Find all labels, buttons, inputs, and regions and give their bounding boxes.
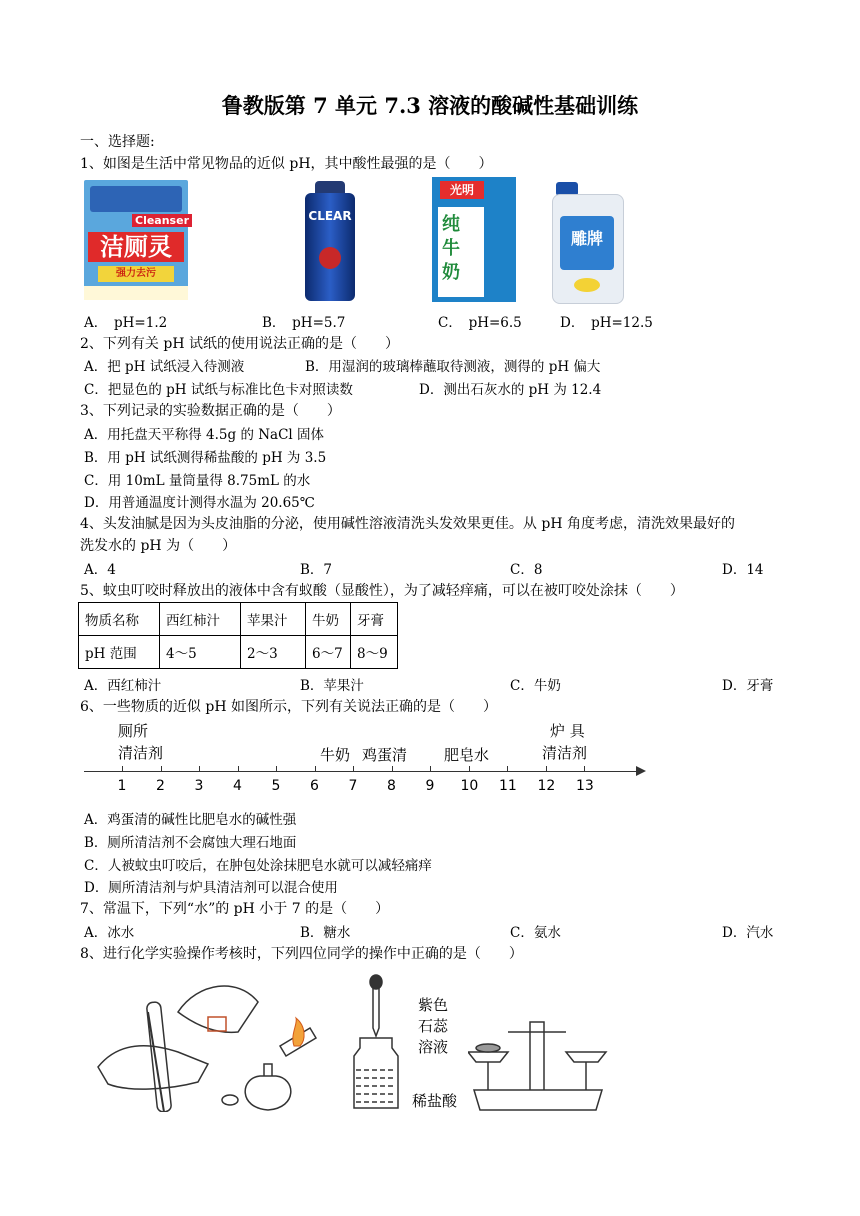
question-4-stem-cont: 洗发水的 pH 为（ ） (80, 538, 237, 554)
scale-tick-label: 5 (271, 778, 281, 794)
scale-tick-label: 3 (194, 778, 204, 794)
scale-label-toilet-1: 厕所 (118, 722, 149, 740)
detergent-bottle-image (552, 182, 622, 302)
q2-option-c: C．把显色的 pH 试纸与标准比色卡对照读数 (84, 382, 353, 398)
q5-option-b: B．苹果汁 (300, 678, 364, 694)
shampoo-image (303, 181, 357, 301)
q2-option-b: B．用湿润的玻璃棒蘸取待测液，测得的 pH 偏大 (305, 359, 601, 375)
scale-tick-label: 8 (387, 778, 396, 794)
q2-option-a: A．把 pH 试纸浸入待测液 (84, 359, 245, 375)
question-1-stem: 1、如图是生活中常见物品的近似 pH，其中酸性最强的是（ ） (80, 156, 493, 172)
scale-label-stove-2: 清洁剂 (542, 744, 588, 762)
scale-tick-label: 4 (233, 778, 242, 794)
product-1-tag: 强力去污 (98, 266, 174, 282)
scale-tick-label: 9 (425, 778, 435, 794)
scale-tick (392, 766, 393, 772)
table-cell: 4～5 (160, 636, 241, 669)
product-3-brand: 光明 (440, 181, 484, 199)
arrow-icon (636, 766, 646, 776)
q6-option-a: A．鸡蛋清的碱性比肥皂水的碱性强 (84, 812, 297, 828)
product-1-brand: 洁厕灵 (88, 232, 184, 262)
scale-tick (315, 766, 316, 772)
q1-option-b: B． pH=5.7 (262, 315, 346, 331)
question-4-stem: 4、头发油腻是因为头皮油脂的分泌，使用碱性溶液清洗头发效果更佳。从 pH 角度考虑，清洗效果最好的 (80, 516, 735, 532)
scale-tick (238, 766, 239, 772)
question-2-stem: 2、下列有关 pH 试纸的使用说法正确的是（ ） (80, 336, 399, 352)
scale-tick-label: 2 (156, 778, 165, 794)
q3-option-a: A．用托盘天平称得 4.5g 的 NaCl 固体 (84, 427, 325, 443)
litmus-label-3: 溶液 (418, 1038, 449, 1056)
q6-option-d: D．厕所清洁剂与炉具清洁剂可以混合使用 (84, 880, 338, 896)
dropper-beaker-illustration (346, 974, 406, 1114)
scale-tick-label: 7 (348, 778, 358, 794)
toilet-cleaner-image (84, 180, 188, 300)
q2-option-d: D．测出石灰水的 pH 为 12.4 (419, 382, 602, 398)
q6-option-b: B．厕所清洁剂不会腐蚀大理石地面 (84, 835, 297, 851)
table-cell: 牙膏 (351, 603, 398, 636)
ph-scale-figure (80, 718, 660, 800)
q3-option-d: D．用普通温度计测得水温为 20.65℃ (84, 495, 315, 511)
scale-label-soap: 肥皂水 (444, 746, 490, 764)
product-2-brand: CLEAR (308, 209, 352, 223)
litmus-label-2: 石蕊 (418, 1017, 449, 1035)
page-title: 鲁教版第 7 单元 7.3 溶液的酸碱性基础训练 (221, 93, 639, 118)
scale-tick (199, 766, 200, 772)
scale-label-stove-1: 炉 具 (550, 722, 585, 740)
scale-label-egg: 鸡蛋清 (362, 746, 408, 764)
q1-option-a: A． pH=1.2 (84, 315, 168, 331)
alcohol-lamp-illustration (220, 1016, 320, 1116)
milk-carton-image (432, 177, 516, 302)
balance-illustration (468, 1002, 608, 1114)
scale-tick (430, 766, 431, 772)
table-cell: 牛奶 (306, 603, 351, 636)
q4-option-c: C．8 (510, 562, 543, 578)
scale-label-toilet-2: 清洁剂 (118, 744, 164, 762)
ph-table (78, 602, 398, 669)
table-row (79, 636, 398, 669)
question-5-stem: 5、蚊虫叮咬时释放出的液体中含有蚁酸（显酸性），为了减轻痒痛，可以在被叮咬处涂抹（ ） (80, 583, 684, 599)
scale-tick-label: 13 (576, 778, 594, 794)
litmus-label-1: 紫色 (418, 996, 449, 1014)
scale-tick (469, 766, 470, 772)
question-6-stem: 6、一些物质的近似 pH 如图所示，下列有关说法正确的是（ ） (80, 699, 497, 715)
scale-label-milk: 牛奶 (320, 746, 351, 764)
scale-tick (546, 766, 547, 772)
product-1-sub: Cleanser (132, 214, 192, 227)
question-3-stem: 3、下列记录的实验数据正确的是（ ） (80, 403, 341, 419)
table-cell: 6～7 (306, 636, 351, 669)
q5-option-a: A．西红柿汁 (84, 678, 162, 694)
table-cell: pH 范围 (79, 636, 160, 669)
scale-tick-label: 6 (310, 778, 319, 794)
q6-option-c: C．人被蚊虫叮咬后，在肿包处涂抹肥皂水就可以减轻痛痒 (84, 858, 432, 874)
acid-label: 稀盐酸 (412, 1092, 458, 1110)
question-7-stem: 7、常温下，下列“水”的 pH 小于 7 的是（ ） (80, 901, 390, 917)
q7-option-b: B．糖水 (300, 925, 351, 941)
section-heading: 一、选择题: (80, 134, 155, 150)
table-cell: 西红柿汁 (160, 603, 241, 636)
scale-tick (584, 766, 585, 772)
q5-option-c: C．牛奶 (510, 678, 561, 694)
q7-option-a: A．冰水 (84, 925, 135, 941)
scale-tick (161, 766, 162, 772)
q1-option-c: C． pH=6.5 (438, 315, 522, 331)
q7-option-d: D．汽水 (722, 925, 774, 941)
scale-tick-label: 10 (460, 778, 479, 794)
q5-option-d: D．牙膏 (722, 678, 774, 694)
product-3-sub: 纯牛奶 (442, 214, 460, 283)
table-cell: 物质名称 (79, 603, 160, 636)
question-8-stem: 8、进行化学实验操作考核时，下列四位同学的操作中正确的是（ ） (80, 946, 523, 962)
table-cell: 8～9 (351, 636, 398, 669)
q4-option-b: B．7 (300, 562, 333, 578)
q4-option-d: D．14 (722, 562, 764, 578)
table-cell: 2～3 (241, 636, 306, 669)
scale-tick (122, 766, 123, 772)
scale-axis (84, 771, 640, 772)
q3-option-c: C．用 10mL 量筒量得 8.75mL 的水 (84, 473, 311, 489)
scale-tick-label: 1 (117, 778, 127, 794)
product-4-brand: 雕牌 (570, 229, 603, 248)
q1-option-d: D． pH=12.5 (560, 315, 653, 331)
scale-tick (276, 766, 277, 772)
scale-tick (353, 766, 354, 772)
q7-option-c: C．氨水 (510, 925, 561, 941)
q3-option-b: B．用 pH 试纸测得稀盐酸的 pH 为 3.5 (84, 450, 327, 466)
q4-option-a: A．4 (84, 562, 116, 578)
table-cell: 苹果汁 (241, 603, 306, 636)
scale-tick (507, 766, 508, 772)
table-header-row (79, 603, 398, 636)
scale-tick-label: 11 (499, 778, 517, 794)
scale-tick-label: 12 (537, 778, 556, 794)
